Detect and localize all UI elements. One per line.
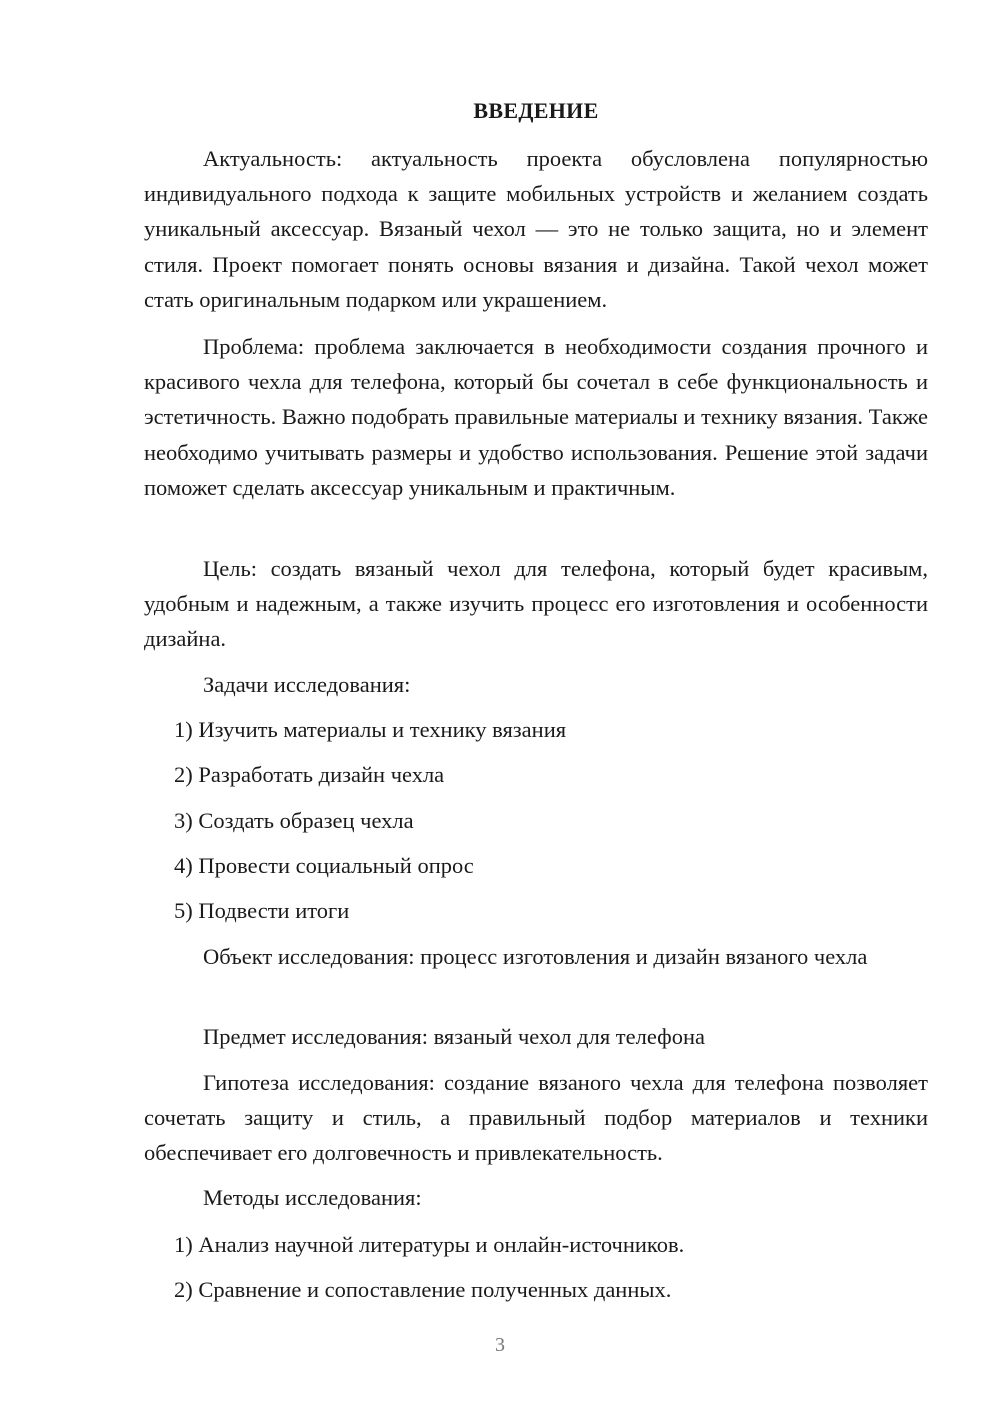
- subject-paragraph: Предмет исследования: вязаный чехол для телефона: [203, 1024, 705, 1049]
- problem-paragraph: Проблема: проблема заключается в необходимости создания прочного и красивого чехла для телефона, который бы сочетал в себе функциональность и эстетичность. Важно подобрать правильные материалы и технику вязания. Также необходимо учитывать размеры и удобство использования. Решение этой задачи поможет сделать аксессуар уникальным и практичным.: [144, 334, 928, 500]
- task-item-5: 5) Подвести итоги: [174, 898, 350, 923]
- method-item-1: 1) Анализ научной литературы и онлайн-источников.: [174, 1232, 685, 1257]
- methods-heading: Методы исследования:: [203, 1185, 422, 1210]
- page-number: 3: [495, 1334, 505, 1356]
- goal-paragraph: Цель: создать вязаный чехол для телефона, который будет красивым, удобным и надежным, а также изучить процесс его изготовления и особенности дизайна.: [144, 556, 928, 652]
- task-item-4: 4) Провести социальный опрос: [174, 853, 474, 878]
- task-item-3: 3) Создать образец чехла: [174, 808, 414, 833]
- object-paragraph: Объект исследования: процесс изготовления и дизайн вязаного чехла: [203, 944, 868, 969]
- relevance-paragraph: Актуальность: актуальность проекта обусловлена популярностью индивидуального подхода к защите мобильных устройств и желанием создать уникальный аксессуар. Вязаный чехол — это не только защита, но и элемент стиля. Проект помогает понять основы вязания и дизайна. Такой чехол может стать оригинальным подарком или украшением.: [144, 146, 928, 312]
- hypothesis-paragraph: Гипотеза исследования: создание вязаного чехла для телефона позволяет сочетать защиту и стиль, а правильный подбор материалов и техники обеспечивает его долговечность и привлекательность.: [144, 1070, 928, 1166]
- section-title: ВВЕДЕНИЕ: [473, 98, 599, 123]
- task-item-2: 2) Разработать дизайн чехла: [174, 762, 445, 787]
- task-item-1: 1) Изучить материалы и технику вязания: [174, 717, 567, 742]
- tasks-heading: Задачи исследования:: [203, 672, 411, 697]
- method-item-2: 2) Сравнение и сопоставление полученных данных.: [174, 1277, 672, 1302]
